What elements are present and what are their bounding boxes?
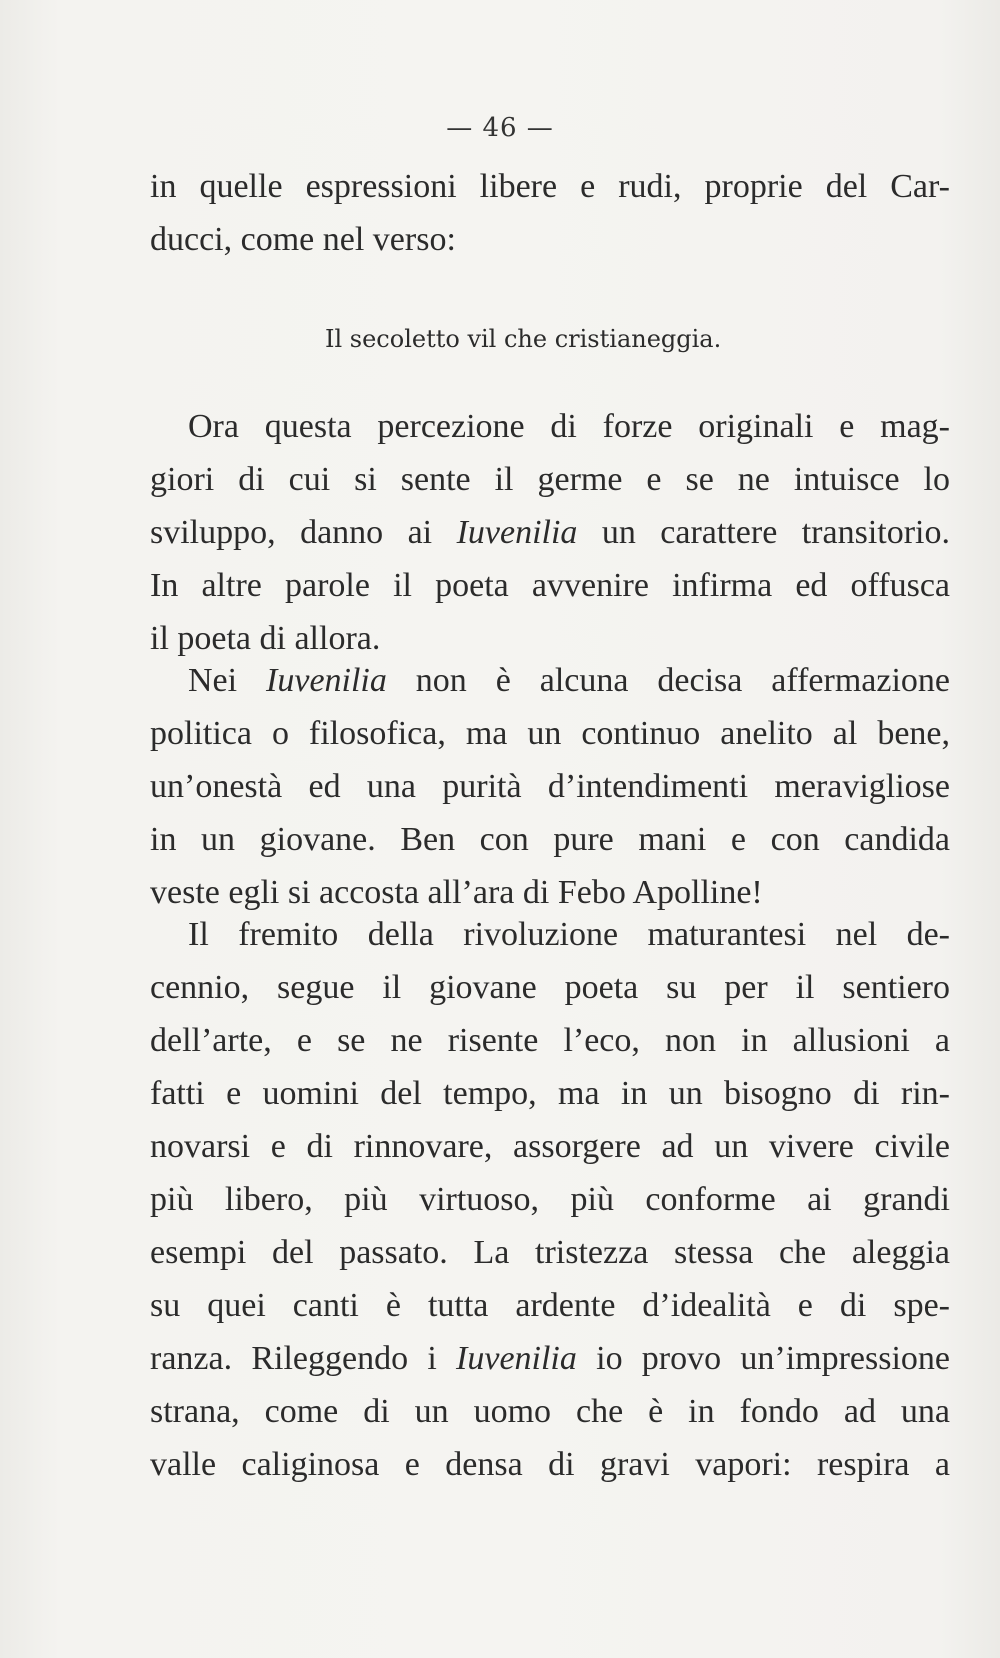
- text-line: esempi del passato. La tristezza stessa che aleggia: [150, 1234, 950, 1271]
- text-line: In altre parole il poeta avvenire infirma ed offusca: [150, 567, 950, 604]
- text-line: strana, come di un uomo che è in fondo ad una: [150, 1393, 950, 1430]
- text-line: più libero, più virtuoso, più conforme ai grandi: [150, 1181, 950, 1218]
- text-line: fatti e uomini del tempo, ma in un bisogno di rin-: [150, 1075, 950, 1112]
- text-line: un’onestà ed una purità d’intendimenti meravigliose: [150, 768, 950, 805]
- text-line: cennio, segue il giovane poeta su per il sentiero: [150, 969, 950, 1006]
- italic-title: Iuvenilia: [456, 1340, 577, 1377]
- text-line: ranza. Rileggendo i Iuvenilia io provo un’impressione: [150, 1340, 950, 1377]
- text-line: giori di cui si sente il germe e se ne intuisce lo: [150, 461, 950, 498]
- text-line: su quei canti è tutta ardente d’idealità e di spe-: [150, 1287, 950, 1324]
- text-line: veste egli si accosta all’ara di Febo Apolline!: [150, 874, 763, 911]
- italic-title: Iuvenilia: [456, 514, 578, 551]
- text-line: ducci, come nel verso:: [150, 221, 456, 258]
- text-line: politica o filosofica, ma un continuo anelito al bene,: [150, 715, 950, 752]
- text-line: in un giovane. Ben con pure mani e con candida: [150, 821, 950, 858]
- page-number: — 46 —: [446, 113, 554, 143]
- paragraph-1: [150, 160, 950, 266]
- text-line: Ora questa percezione di forze originali e mag-: [188, 408, 950, 445]
- text-line: dell’arte, e se ne risente l’eco, non in allusioni a: [150, 1022, 950, 1059]
- italic-title: Iuvenilia: [266, 662, 387, 699]
- paragraph-3: [150, 654, 950, 919]
- text-line: Il fremito della rivoluzione maturantesi nel de-: [188, 916, 950, 953]
- text-line: il poeta di allora.: [150, 620, 381, 657]
- quoted-verse: Il secoletto vil che cristianeggia.: [325, 325, 722, 353]
- text-line: novarsi e di rinnovare, assorgere ad un vivere civile: [150, 1128, 950, 1165]
- text-line: Nei Iuvenilia non è alcuna decisa affermazione: [188, 662, 950, 699]
- text-line: valle caliginosa e densa di gravi vapori: respira a: [150, 1446, 950, 1483]
- text-line: in quelle espressioni libere e rudi, proprie del Car-: [150, 168, 950, 205]
- paragraph-4: [150, 908, 950, 1491]
- text-line: sviluppo, danno ai Iuvenilia un carattere transitorio.: [150, 514, 950, 551]
- paragraph-2: [150, 400, 950, 665]
